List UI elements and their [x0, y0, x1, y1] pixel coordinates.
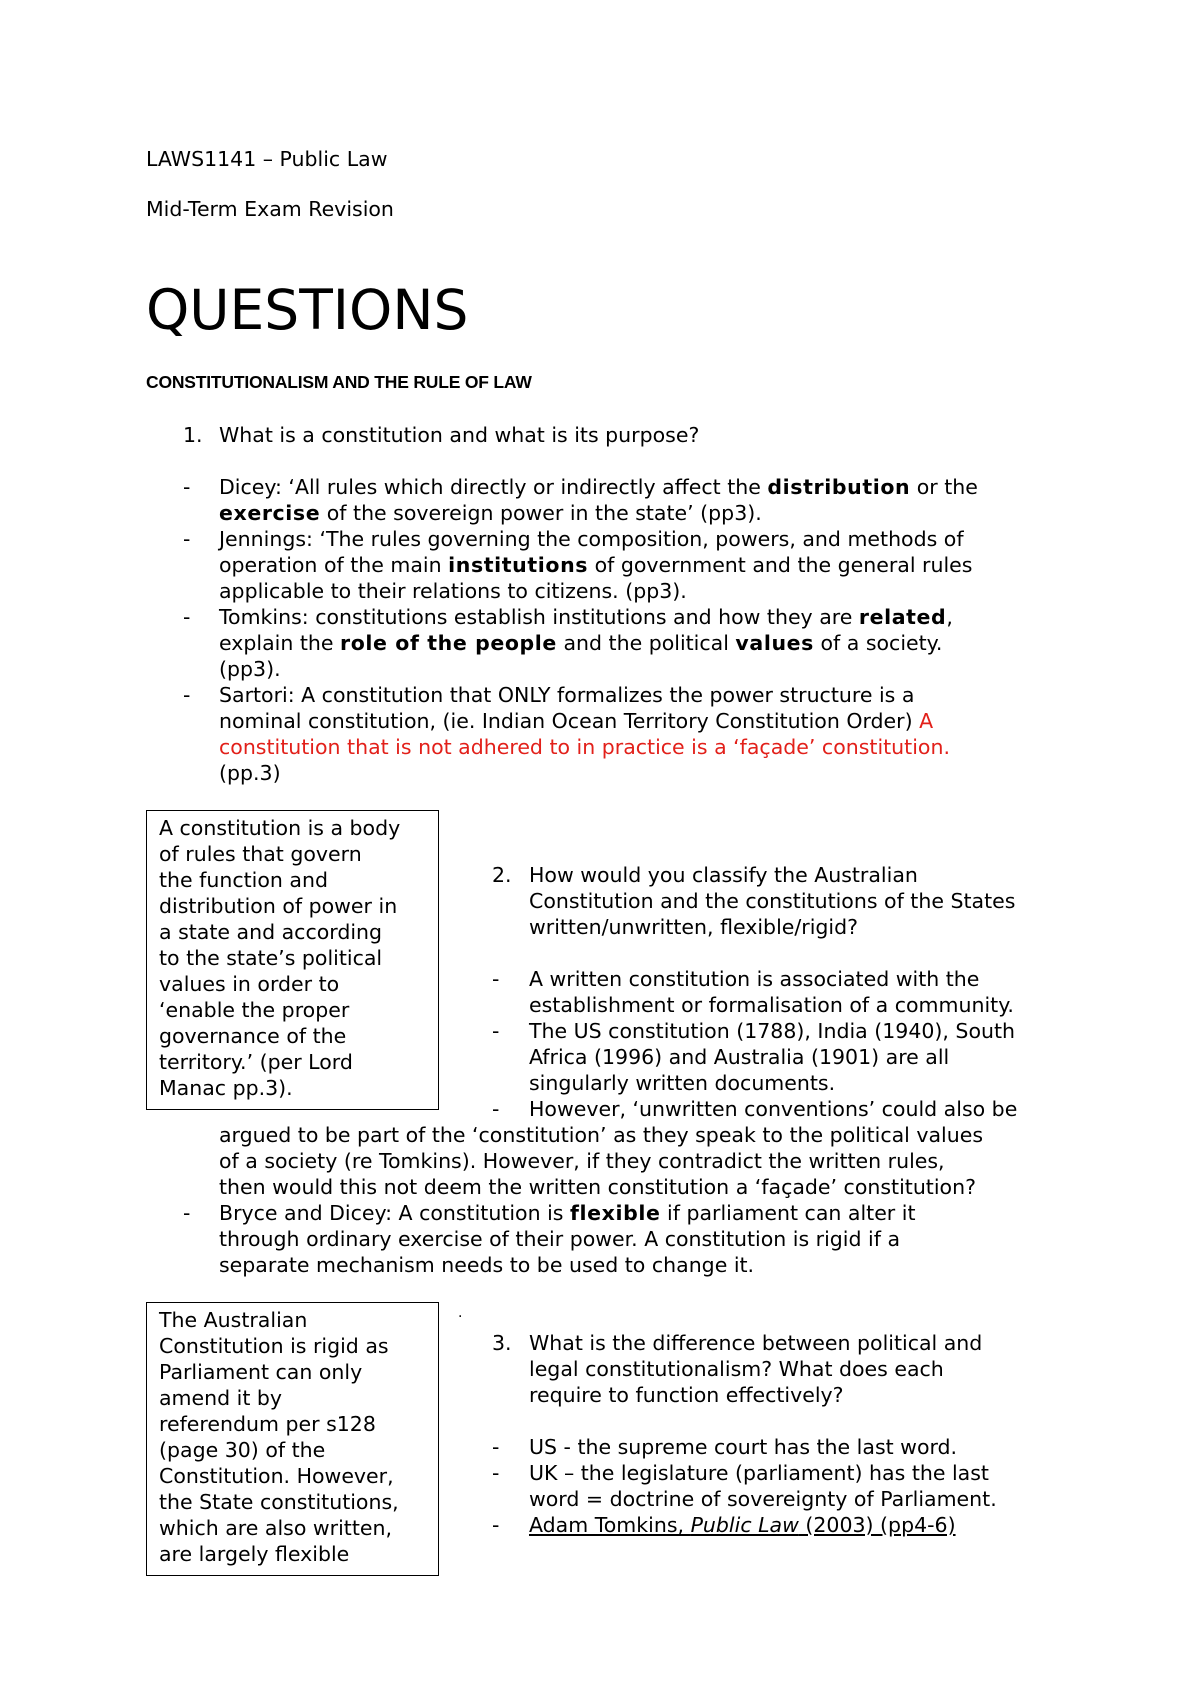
box-line: the State constitutions, — [159, 1490, 399, 1514]
box-line: A constitution is a body — [159, 816, 401, 840]
box-line: governance of the — [159, 1024, 347, 1048]
definition-textbox — [146, 810, 439, 1110]
q3-bullet-2-line: UK – the legislature (parliament) has the last — [529, 1461, 989, 1485]
bullet-dash: - — [492, 1435, 500, 1459]
box-line: values in order to — [159, 972, 340, 996]
q2-bullet-2-line: Africa (1996) and Australia (1901) are all — [529, 1045, 950, 1069]
box-line: amend it by — [159, 1386, 283, 1410]
bullet-dash: - — [492, 1097, 500, 1121]
bullet-dash: - — [183, 605, 191, 629]
box-line: Constitution. However, — [159, 1464, 394, 1488]
box-line: which are also written, — [159, 1516, 392, 1540]
q2-bullet-1-line: establishment or formalisation of a community. — [529, 993, 1014, 1017]
box-line: Manac pp.3). — [159, 1076, 293, 1100]
q2-bullet-3-line: argued to be part of the ‘constitution’ as they speak to the political values — [219, 1123, 984, 1147]
box-line: Parliament can only — [159, 1360, 363, 1384]
q1-number: 1. — [183, 423, 203, 447]
q3-number: 3. — [492, 1331, 512, 1355]
box-line: The Australian — [159, 1308, 308, 1332]
tomkins-line-3: (pp3). — [219, 657, 281, 681]
sartori-line-3: constitution that is not adhered to in practice is a ‘façade’ constitution. — [219, 735, 950, 759]
box-line: the function and — [159, 868, 328, 892]
q2-bullet-3-line: then would this not deem the written constitution a ‘façade’ constitution? — [219, 1175, 976, 1199]
q3-text-line: require to function effectively? — [529, 1383, 844, 1407]
tomkins-line-1: Tomkins: constitutions establish institutions and how they are related, — [219, 605, 953, 629]
bullet-dash: - — [492, 967, 500, 991]
jennings-line-2: operation of the main institutions of government and the general rules — [219, 553, 973, 577]
classification-textbox — [146, 1302, 439, 1576]
q2-number: 2. — [492, 863, 512, 887]
dicey-line-2: exercise of the sovereign power in the state’ (pp3). — [219, 501, 762, 525]
section-heading: CONSTITUTIONALISM AND THE RULE OF LAW — [146, 372, 532, 392]
bullet-dash: - — [183, 1201, 191, 1225]
sartori-line-1: Sartori: A constitution that ONLY formalizes the power structure is a — [219, 683, 915, 707]
jennings-line-3: applicable to their relations to citizens. (pp3). — [219, 579, 687, 603]
bullet-dash: - — [183, 683, 191, 707]
box-line: (page 30) of the — [159, 1438, 326, 1462]
box-line: a state and according — [159, 920, 383, 944]
q3-bullet-1: US - the supreme court has the last word. — [529, 1435, 958, 1459]
course-title: LAWS1141 – Public Law — [146, 147, 388, 171]
jennings-line-1: Jennings: ‘The rules governing the composition, powers, and methods of — [219, 527, 964, 551]
q2-bullet-4-line: Bryce and Dicey: A constitution is flexible if parliament can alter it — [219, 1201, 916, 1225]
box-line: of rules that govern — [159, 842, 362, 866]
dicey-line-1: Dicey: ‘All rules which directly or indirectly affect the distribution or the — [219, 475, 978, 499]
q2-bullet-2-line: The US constitution (1788), India (1940), South — [529, 1019, 1016, 1043]
page-title: QUESTIONS — [146, 278, 469, 342]
q2-bullet-3-line: However, ‘unwritten conventions’ could also be — [529, 1097, 1018, 1121]
box-line: are largely flexible — [159, 1542, 350, 1566]
box-line: distribution of power in — [159, 894, 398, 918]
q2-bullet-4-line: through ordinary exercise of their power. A constitution is rigid if a — [219, 1227, 901, 1251]
tomkins-line-2: explain the role of the people and the political values of a society. — [219, 631, 943, 655]
q2-text-line: Constitution and the constitutions of the States — [529, 889, 1016, 913]
q3-text-line: legal constitutionalism? What does each — [529, 1357, 944, 1381]
sartori-line-4: (pp.3) — [219, 761, 281, 785]
bullet-dash: - — [492, 1461, 500, 1485]
q2-bullet-4-line: separate mechanism needs to be used to change it. — [219, 1253, 755, 1277]
q2-bullet-2-line: singularly written documents. — [529, 1071, 836, 1095]
bullet-dash: - — [183, 475, 191, 499]
document-subtitle: Mid-Term Exam Revision — [146, 197, 394, 221]
tomkins-reference-link[interactable]: Adam Tomkins, Public Law (2003) (pp4-6) — [529, 1513, 956, 1537]
stray-dot: · — [458, 1309, 463, 1325]
box-line: Constitution is rigid as — [159, 1334, 389, 1358]
bullet-dash: - — [492, 1019, 500, 1043]
q2-bullet-1-line: A written constitution is associated with the — [529, 967, 980, 991]
sartori-line-2: nominal constitution, (ie. Indian Ocean Territory Constitution Order) A — [219, 709, 934, 733]
q3-text-line: What is the difference between political and — [529, 1331, 983, 1355]
box-line: referendum per s128 — [159, 1412, 376, 1436]
box-line: to the state’s political — [159, 946, 383, 970]
box-line: territory.’ (per Lord — [159, 1050, 353, 1074]
q3-bullet-2-line: word = doctrine of sovereignty of Parliament. — [529, 1487, 997, 1511]
q2-text-line: How would you classify the Australian — [529, 863, 918, 887]
q2-bullet-3-line: of a society (re Tomkins). However, if they contradict the written rules, — [219, 1149, 945, 1173]
bullet-dash: - — [183, 527, 191, 551]
box-line: ‘enable the proper — [159, 998, 350, 1022]
bullet-dash: - — [492, 1513, 500, 1537]
q2-text-line: written/unwritten, flexible/rigid? — [529, 915, 859, 939]
q1-text: What is a constitution and what is its purpose? — [219, 423, 700, 447]
